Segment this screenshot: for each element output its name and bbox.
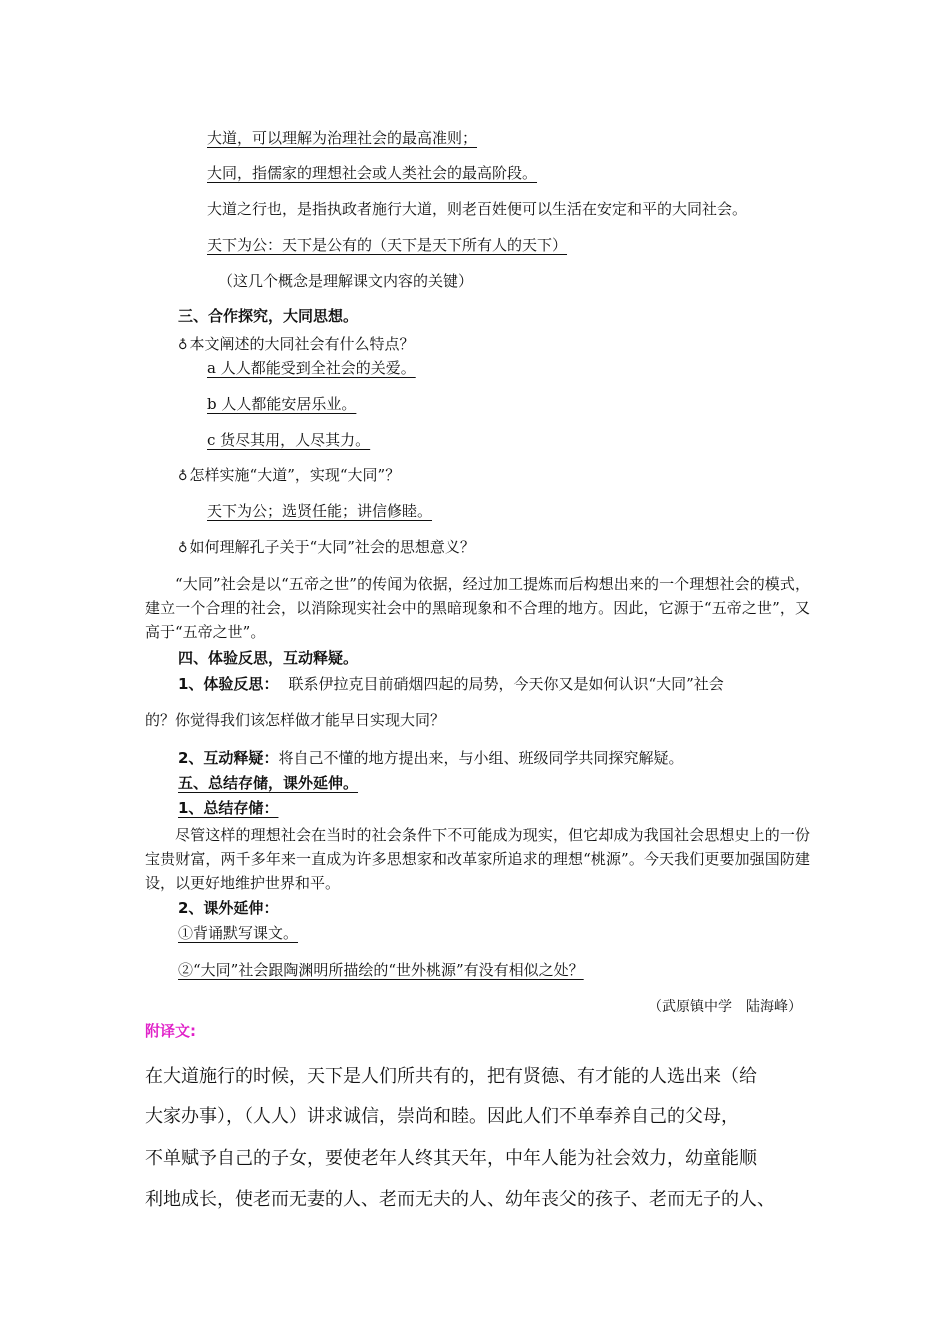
section5-title: 五、总结存储，课外延伸。 xyxy=(178,774,359,792)
translation-line-4: 利地成长，使老而无妻的人、老而无夫的人、幼年丧父的孩子、老而无子的人、 xyxy=(145,1189,775,1210)
section5-item-2-label: 2、课外延伸： xyxy=(178,899,279,917)
section4-item-1-cont: 的？你觉得我们该怎样做才能早日实现大同？ xyxy=(145,711,446,729)
translation-line-3: 不单赋予自己的子女，要使老年人终其天年，中年人能为社会效力，幼童能顺 xyxy=(145,1148,757,1169)
translation-line-1: 在大道施行的时候，天下是人们所共有的，把有贤德、有才能的人选出来（给 xyxy=(145,1066,757,1087)
definition-line-4: 天下为公：天下是公有的（天下是天下所有人的天下） xyxy=(207,236,568,254)
section4-item-1 xyxy=(178,674,724,694)
question-3 xyxy=(178,537,475,559)
definition-line-1: 大道，可以理解为治理社会的最高准则； xyxy=(207,129,478,147)
question-1 xyxy=(178,334,415,356)
bullet-icon: ♁ xyxy=(178,541,188,556)
definitions-note: （这几个概念是理解课文内容的关键） xyxy=(218,272,474,290)
definition-line-2: 大同，指儒家的理想社会或人类社会的最高阶段。 xyxy=(207,164,538,182)
task-1: ①背诵默写课文。 xyxy=(178,924,299,942)
question-2-text: 怎样实施“大道”，实现“大同”？ xyxy=(189,466,401,484)
task-2: ②“大同”社会跟陶渊明所描绘的“世外桃源”有没有相似之处？ xyxy=(178,961,584,979)
author-credit: （武原镇中学 陆海峰） xyxy=(648,999,802,1015)
section4-item-2-text: 将自己不懂的地方提出来，与小组、班级同学共同探究解疑。 xyxy=(278,749,684,767)
question-1-text: 本文阐述的大同社会有什么特点？ xyxy=(189,335,415,353)
translation-line-2: 大家办事），（人人）讲求诚信，崇尚和睦。因此人们不单奉养自己的父母， xyxy=(145,1106,739,1127)
section3-title: 三、合作探究，大同思想。 xyxy=(178,307,359,325)
bullet-icon: ♁ xyxy=(178,469,188,484)
section4-item-1-text: 联系伊拉克目前硝烟四起的局势，今天你又是如何认识“大同”社会 xyxy=(288,675,724,693)
question-3-text: 如何理解孔子关于“大同”社会的思想意义？ xyxy=(189,538,475,556)
translation-heading: 附译文: xyxy=(145,1022,196,1040)
answer-c: c 货尽其用，人尽其力。 xyxy=(207,431,371,449)
answer-b: b 人人都能安居乐业。 xyxy=(207,395,357,413)
answer-a: a 人人都能受到全社会的关爱。 xyxy=(207,359,416,377)
section4-item-2 xyxy=(178,748,683,768)
section4-item-2-label: 2、互动释疑： xyxy=(178,749,279,767)
bullet-icon: ♁ xyxy=(178,338,188,353)
answer-q2: 天下为公；选贤任能；讲信修睦。 xyxy=(207,502,433,520)
answer-q3: “大同”社会是以“五帝之世”的传闻为依据，经过加工提炼而后构想出来的一个理想社会的模式，建立一个合理的社会，以消除现实社会中的黑暗现象和不合理的地方。因此，它源于“五帝之世”，又高于“五帝之世”。 xyxy=(145,575,810,641)
section4-item-1-label: 1、体验反思： xyxy=(178,675,279,693)
question-2 xyxy=(178,465,400,487)
section5-summary: 尽管这样的理想社会在当时的社会条件下不可能成为现实，但它却成为我国社会思想史上的一份宝贵财富，两千多年来一直成为许多思想家和改革家所追求的理想“桃源”。今天我们更要加强国防建设，以更好地维护世界和平。 xyxy=(145,826,810,892)
section5-item-1-label: 1、总结存储： xyxy=(178,799,279,817)
definition-line-3: 大道之行也，是指执政者施行大道，则老百姓便可以生活在安定和平的大同社会。 xyxy=(207,200,748,218)
section4-title: 四、体验反思，互动释疑。 xyxy=(178,649,359,667)
